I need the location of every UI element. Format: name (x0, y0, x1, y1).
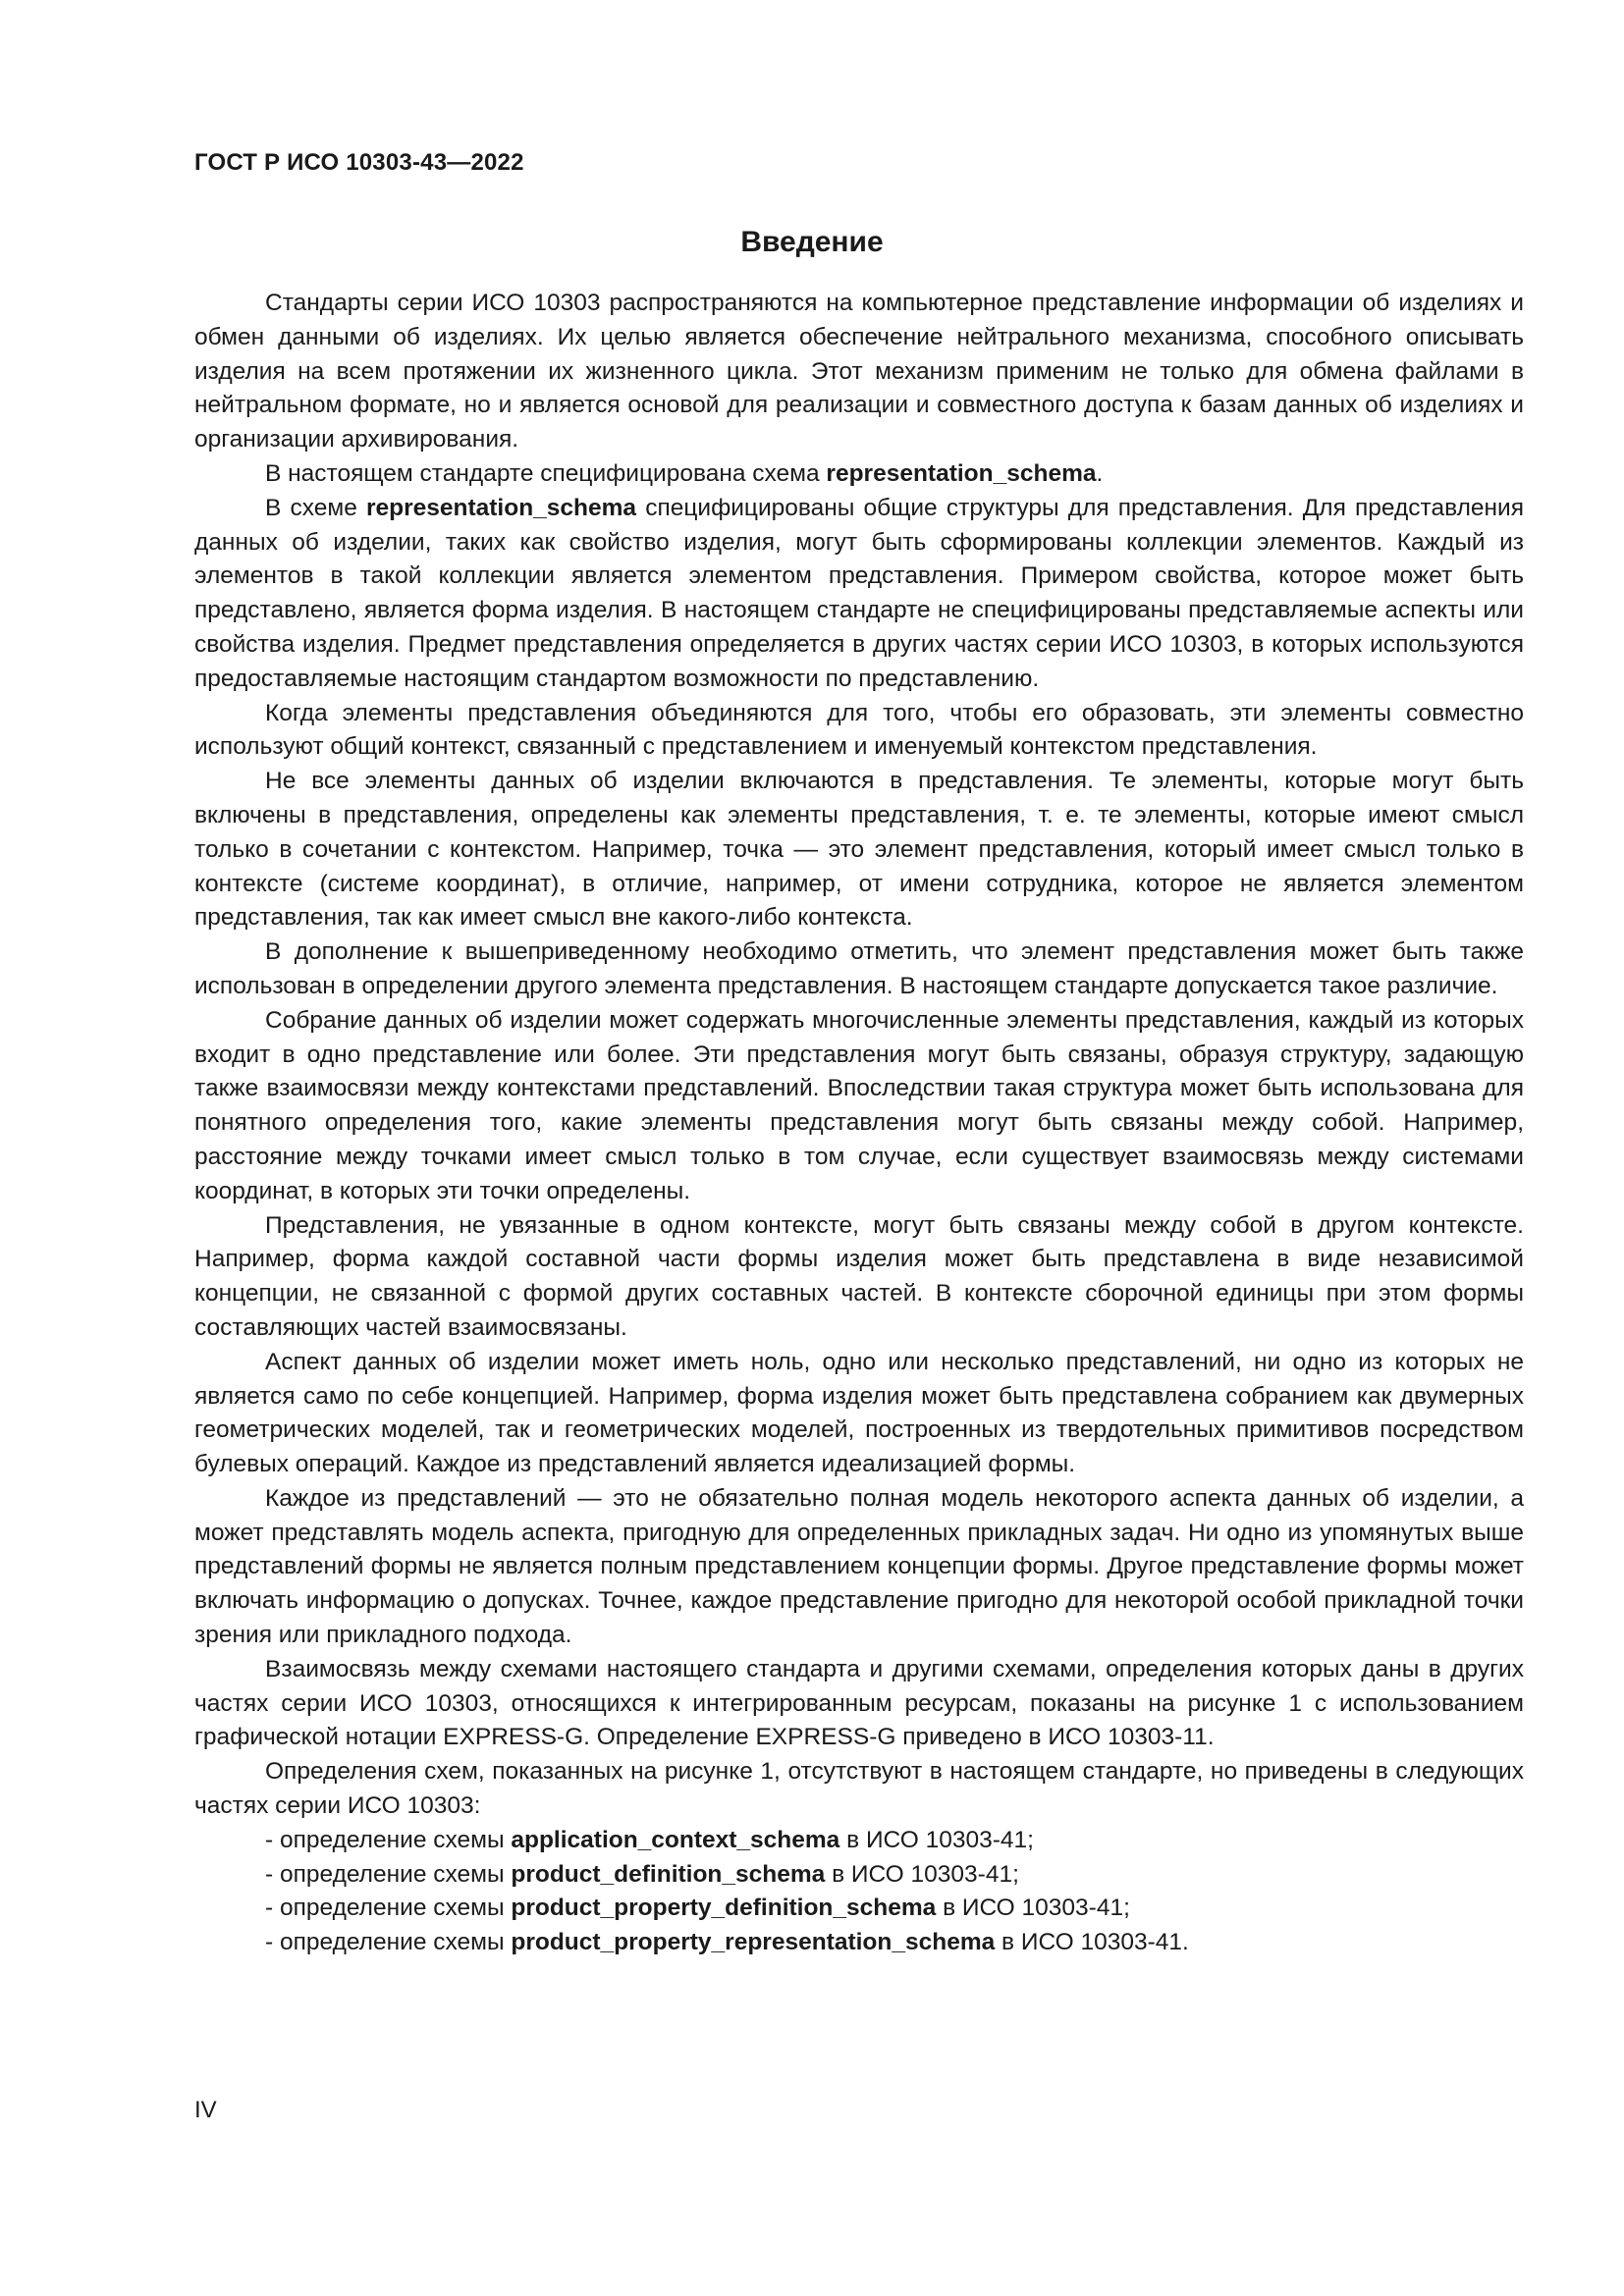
list-item: - определение схемы application_context_schema в ИСО 10303-41; (265, 1826, 1034, 1853)
paragraph-5: Не все элементы данных об изделии включаются в представления. Те элементы, которые могут быть включены в представления, определены как элементы представления, т. е. те элементы, которые имеют смысл только в сочетании с контекстом. Например, точка — это элемент представления, который имеет смысл только в контексте (системе координат), в отличие, например, от имени сотрудника, которое не является элементом представления, так как имеет смысл вне какого-либо контекста. (194, 768, 1524, 932)
schema-name: representation_schema (826, 459, 1097, 487)
paragraph-12: Определения схем, показанных на рисунке 1, отсутствуют в настоящем стандарте, но приведены в следующих частях серии ИСО 10303: (194, 1758, 1524, 1820)
schema-name: representation_schema (365, 494, 637, 521)
paragraph-4: Когда элементы представления объединяются для того, чтобы его образовать, эти элементы совместно используют общий контекст, связанный с представлением и именуемый контекстом представления. (194, 699, 1524, 761)
list-item: - определение схемы product_definition_schema в ИСО 10303-41; (265, 1860, 1019, 1888)
paragraph-11: Взаимосвязь между схемами настоящего стандарта и другими схемами, определения которых даны в других частях серии ИСО 10303, относящихся к интегрированным ресурсам, показаны на рисунке 1 с использованием графической нотации EXPRESS-G. Определение EXPRESS-G приведено в ИСО 10303-11. (194, 1655, 1524, 1751)
paragraph-1: Стандарты серии ИСО 10303 распространяются на компьютерное представление информации об изделиях и обмен данными об изделиях. Их целью является обеспечение нейтрального механизма, способного описывать изделия на всем протяжении их жизненного цикла. Этот механизм применим не только для обмена файлами в нейтральном формате, но и является основой для реализации и совместного доступа к базам данных об изделиях и организации архивирования. (194, 290, 1524, 454)
paragraph-2: В настоящем стандарте специфицирована схема representation_schema. (265, 459, 1104, 487)
paragraph-7: Собрание данных об изделии может содержать многочисленные элементы представления, каждый из которых входит в одно представление или более. Эти представления могут быть связаны, образуя структуру, задающую также взаимосвязи между контекстами представлений. Впоследствии такая структура может быть использована для понятного определения того, какие элементы представления могут быть связаны между собой. Например, расстояние между точками имеет смысл только в том случае, если существует взаимосвязь между системами координат, в которых эти точки определены. (194, 1006, 1524, 1204)
paragraph-10: Каждое из представлений — это не обязательно полная модель некоторого аспекта данных об изделии, а может представлять модель аспекта, пригодную для определенных прикладных задач. Ни одно из упомянутых выше представлений формы не является полным представлением концепции формы. Другое представление формы может включать информацию о допусках. Точнее, каждое представление пригодно для некоторой особой прикладной точки зрения или прикладного подхода. (194, 1484, 1524, 1649)
paragraph-6: В дополнение к вышеприведенному необходимо отметить, что элемент представления может быть также использован в определении другого элемента представления. В настоящем стандарте допускается такое различие. (194, 938, 1524, 999)
page-number: IV (194, 2097, 217, 2123)
list-item: - определение схемы product_property_definition_schema в ИСО 10303-41; (265, 1895, 1130, 1922)
paragraph-8: Представления, не увязанные в одном контексте, могут быть связаны между собой в другом контексте. Например, форма каждой составной части формы изделия может быть представлена в виде независимой концепции, не связанной с формой других составных частей. В контексте сборочной единицы при этом формы составляющих частей взаимосвязаны. (194, 1211, 1524, 1341)
body-text (194, 287, 1524, 1960)
paragraph-3: В схеме representation_schema специфицированы общие структуры для представления. Для представления данных об изделии, таких как свойство изделия, могут быть сформированы коллекции элементов. Каждый из элементов в такой коллекции является элементом представления. Примером свойства, которое может быть представлено, является форма изделия. В настоящем стандарте не специфицированы представляемые аспекты или свойства изделия. Предмет представления определяется в других частях серии ИСО 10303, в которых используются предоставляемые настоящим стандартом возможности по представлению. (194, 494, 1524, 692)
schema-list (194, 1824, 1524, 1960)
standard-designation: ГОСТ Р ИСО 10303-43—2022 (194, 149, 524, 176)
list-item: - определение схемы product_property_representation_schema в ИСО 10303-41. (265, 1929, 1189, 1956)
paragraph-9: Аспект данных об изделии может иметь ноль, одно или несколько представлений, ни одно из которых не является само по себе концепцией. Например, форма изделия может быть представлена собранием как двумерных геометрических моделей, так и геометрических моделей, построенных из твердотельных примитивов посредством булевых операций. Каждое из представлений является идеализацией формы. (194, 1348, 1524, 1478)
section-title: Введение (740, 226, 884, 258)
